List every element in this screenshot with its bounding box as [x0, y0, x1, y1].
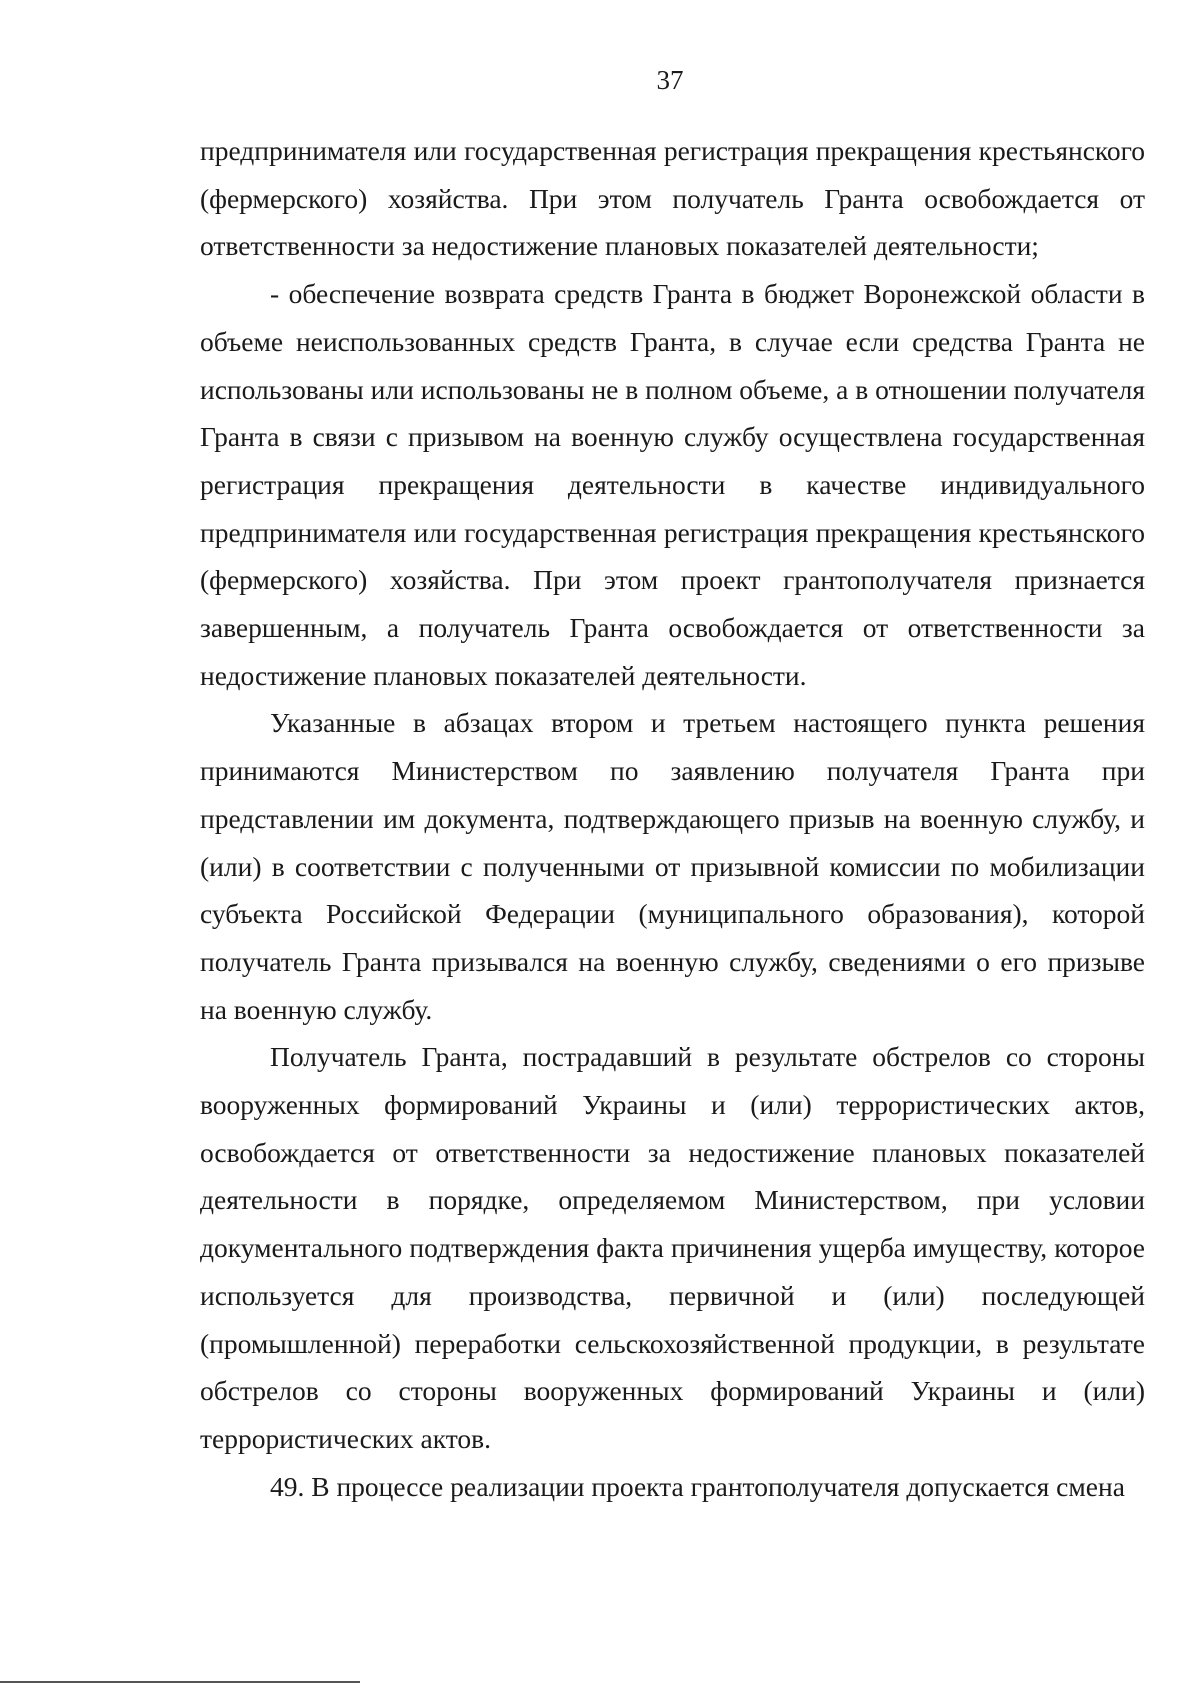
paragraph-list-item: - обеспечение возврата средств Гранта в бюджет Воронежской области в объеме неиспользованных средств Гранта, в случае если средства Гранта не использованы или использованы не в полном объеме, а в отношении получателя Гранта в связи с призывом на военную службу осуществлена государственная регистрация прекращения деятельности в качестве индивидуального предпринимателя или государственная регистрация прекращения крестьянского (фермерского) хозяйства. При этом проект грантополучателя признается завершенным, а получатель Гранта освобождается от ответственности за недостижение плановых показателей деятельности.	[200, 278, 1145, 691]
paragraph: Получатель Гранта, пострадавший в результате обстрелов со стороны вооруженных формирований Украины и (или) террористических актов, освобождается от ответственности за недостижение плановых показателей деятельности в порядке, определяемом Министерством, при условии документального подтверждения факта причинения ущерба имуществу, которое используется для производства, первичной и (или) последующей (промышленной) переработки сельскохозяйственной продукции, в результате обстрелов со стороны вооруженных формирований Украины и (или) террористических актов.	[200, 1041, 1145, 1454]
paragraph-clause-49: 49. В процессе реализации проекта грантополучателя допускается смена	[270, 1470, 1125, 1502]
paragraph-continuation: предпринимателя или государственная регистрация прекращения крестьянского (фермерского) хозяйства. При этом получатель Гранта освобождается от ответственности за недостижение плановых показателей деятельности;	[200, 135, 1145, 262]
footer-divider	[0, 1681, 360, 1689]
page-number: 37	[656, 65, 684, 95]
document-body	[200, 127, 1145, 1510]
paragraph: Указанные в абзацах втором и третьем настоящего пункта решения принимаются Министерством по заявлению получателя Гранта при представлении им документа, подтверждающего призыв на военную службу, и (или) в соответствии с полученными от призывной комиссии по мобилизации субъекта Российской Федерации (муниципального образования), которой получатель Гранта призывался на военную службу, сведениями о его призыве на военную службу.	[200, 707, 1145, 1025]
